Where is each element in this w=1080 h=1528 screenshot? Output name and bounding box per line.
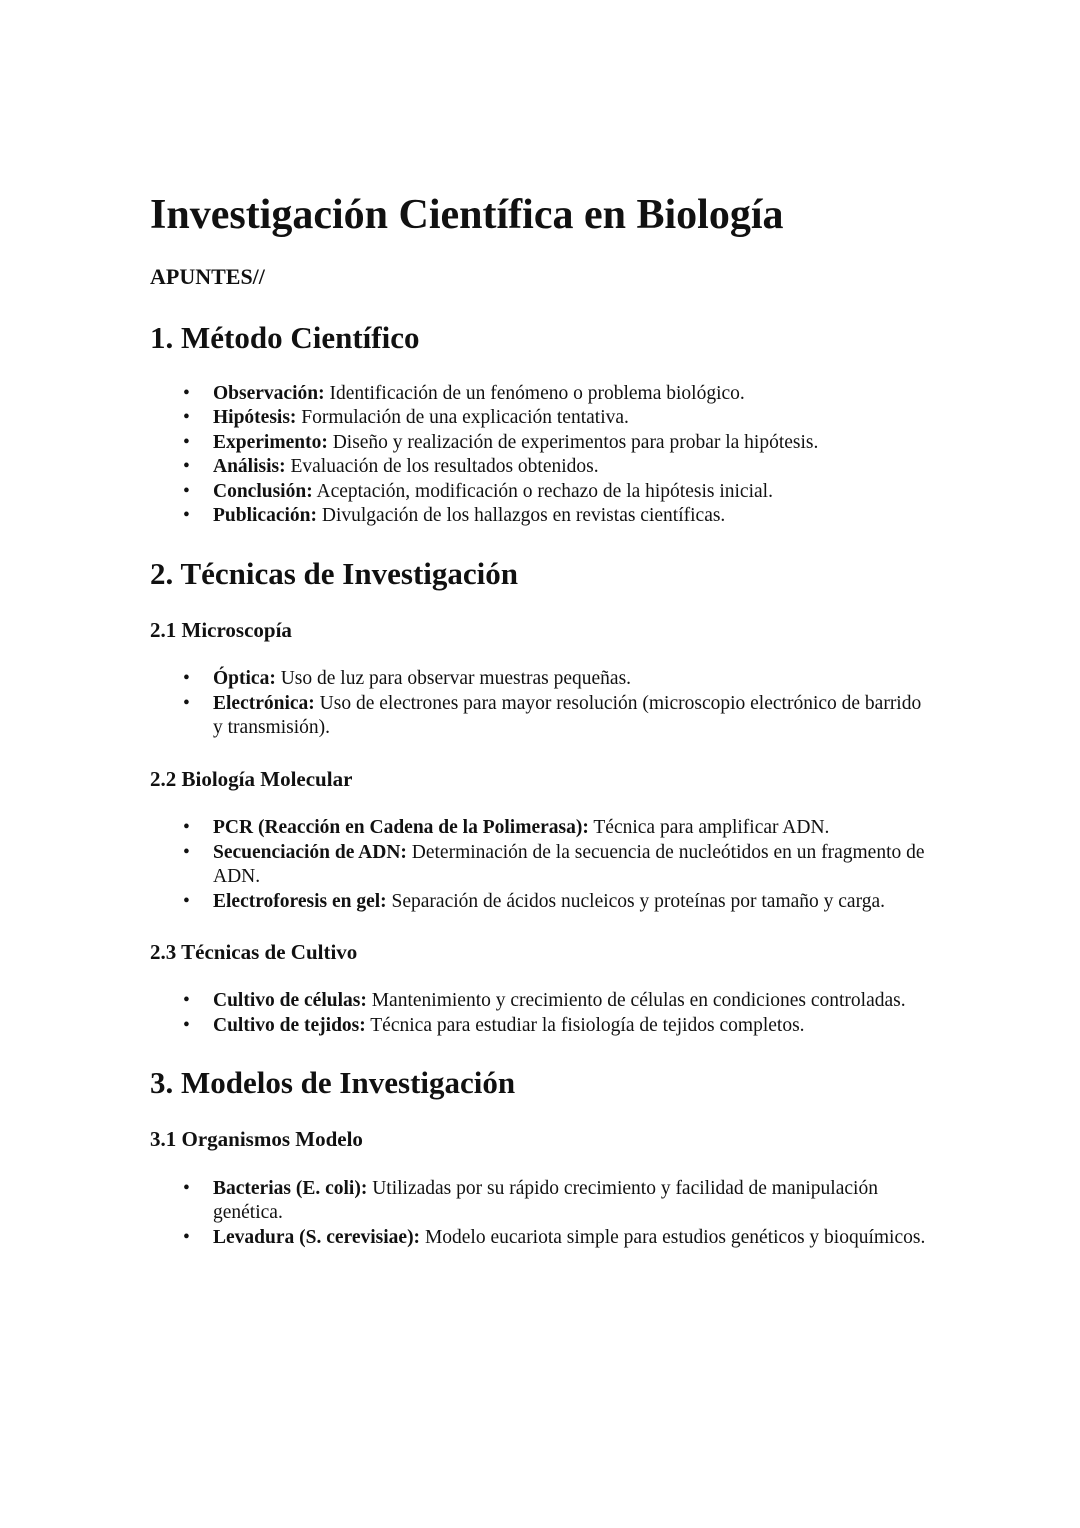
item-term: Electrónica:: [213, 692, 315, 714]
item-text: Técnica para estudiar la fisiología de tejidos completos.: [365, 1014, 805, 1036]
item-text: Separación de ácidos nucleicos y proteínas por tamaño y carga.: [386, 890, 885, 912]
item-term: Hipótesis:: [213, 407, 297, 429]
item-text: Identificación de un fenómeno o problema biológico.: [324, 382, 745, 404]
item-term: Secuenciación de ADN:: [213, 841, 407, 863]
bullet-icon: •: [183, 990, 190, 1012]
item-text: Técnica para amplificar ADN.: [588, 817, 830, 839]
bullet-icon: •: [183, 817, 190, 839]
list-item: [150, 455, 930, 480]
list-item: [150, 667, 930, 692]
item-term: Conclusión:: [213, 480, 313, 502]
document-subtitle: APUNTES//: [150, 264, 265, 290]
item-text: Modelo eucariota simple para estudios genéticos y bioquímicos.: [420, 1226, 926, 1248]
bullet-icon: •: [183, 1014, 190, 1036]
list-item: [150, 1014, 930, 1039]
biologia-molecular-list: [150, 816, 930, 914]
bullet-icon: •: [183, 668, 190, 690]
bullet-icon: •: [183, 431, 190, 453]
item-text: Uso de electrones para mayor resolución (microscopio electrónico de barrido y transmisión).: [213, 692, 922, 739]
item-term: Análisis:: [213, 456, 286, 478]
subsection-heading-biologia-molecular: 2.2 Biología Molecular: [150, 766, 353, 791]
list-item: [150, 989, 930, 1014]
item-text: Formulación de una explicación tentativa.: [296, 407, 629, 429]
section-heading-modelos-investigacion: 3. Modelos de Investigación: [150, 1065, 516, 1101]
list-item: [150, 504, 930, 529]
list-item: [150, 1226, 930, 1251]
item-text: Diseño y realización de experimentos para probar la hipótesis.: [327, 431, 819, 453]
bullet-icon: •: [183, 1177, 190, 1199]
section-heading-tecnicas-investigacion: 2. Técnicas de Investigación: [150, 555, 518, 591]
microscopia-list: [150, 667, 930, 741]
list-item: [150, 431, 930, 456]
bullet-icon: •: [183, 1226, 190, 1248]
item-text: Divulgación de los hallazgos en revistas científicas.: [317, 505, 726, 527]
bullet-icon: •: [183, 505, 190, 527]
metodo-cientifico-list: [150, 382, 930, 529]
item-term: Cultivo de tejidos:: [213, 1014, 366, 1036]
list-item: [150, 480, 930, 505]
bullet-icon: •: [183, 382, 190, 404]
item-term: Cultivo de células:: [213, 990, 367, 1012]
item-term: Publicación:: [213, 505, 318, 527]
bullet-icon: •: [183, 407, 190, 429]
item-text: Utilizadas por su rápido crecimiento y facilidad de manipulación genética.: [213, 1177, 878, 1224]
organismos-modelo-list: [150, 1177, 930, 1251]
item-text: Aceptación, modificación o rechazo de la hipótesis inicial.: [312, 480, 773, 502]
document-title: Investigación Científica en Biología: [150, 192, 784, 238]
list-item: [150, 841, 930, 890]
item-term: Electroforesis en gel:: [213, 890, 387, 912]
item-text: Mantenimiento y crecimiento de células en condiciones controladas.: [366, 990, 906, 1012]
subsection-heading-microscopia: 2.1 Microscopía: [150, 618, 292, 643]
document-page: [150, 190, 930, 1276]
bullet-icon: •: [183, 480, 190, 502]
item-term: Óptica:: [213, 668, 276, 690]
item-term: Experimento:: [213, 431, 328, 453]
item-term: Bacterias (E. coli):: [213, 1177, 368, 1199]
item-term: Observación:: [213, 382, 325, 404]
bullet-icon: •: [183, 692, 190, 714]
list-item: [150, 382, 930, 407]
subsection-heading-tecnicas-cultivo: 2.3 Técnicas de Cultivo: [150, 940, 358, 965]
list-item: [150, 692, 930, 741]
bullet-icon: •: [183, 890, 190, 912]
item-term: PCR (Reacción en Cadena de la Polimerasa):: [213, 817, 589, 839]
list-item: [150, 816, 930, 841]
list-item: [150, 1177, 930, 1226]
item-term: Levadura (S. cerevisiae):: [213, 1226, 421, 1248]
bullet-icon: •: [183, 841, 190, 863]
bullet-icon: •: [183, 456, 190, 478]
tecnicas-cultivo-list: [150, 989, 930, 1038]
item-text: Evaluación de los resultados obtenidos.: [285, 456, 599, 478]
section-heading-metodo-cientifico: 1. Método Científico: [150, 319, 420, 355]
item-text: Determinación de la secuencia de nucleótidos en un fragmento de ADN.: [213, 841, 925, 888]
subsection-heading-organismos-modelo: 3.1 Organismos Modelo: [150, 1127, 363, 1152]
list-item: [150, 406, 930, 431]
item-text: Uso de luz para observar muestras pequeñas.: [275, 668, 632, 690]
list-item: [150, 890, 930, 915]
